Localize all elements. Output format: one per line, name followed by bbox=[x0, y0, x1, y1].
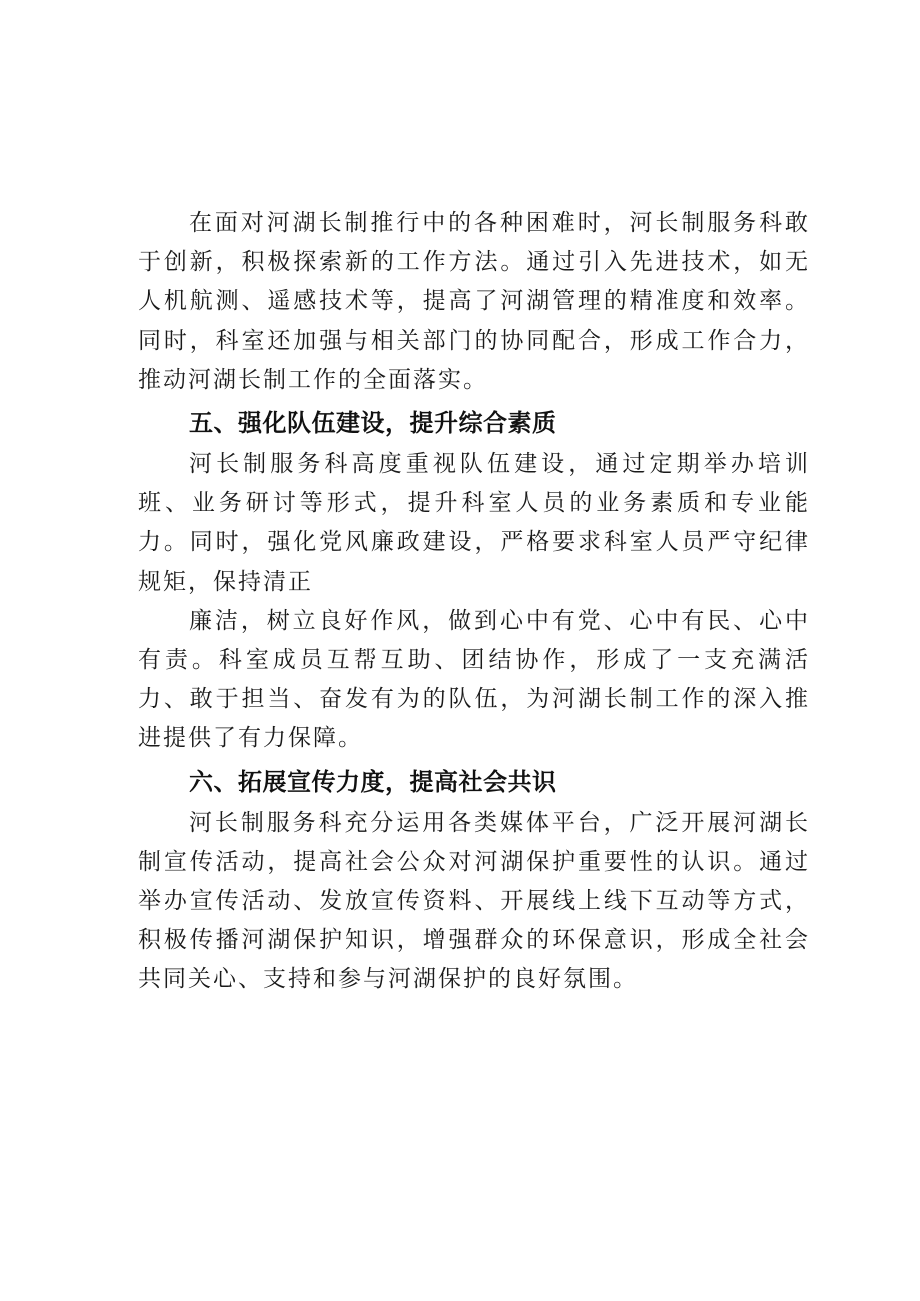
section-heading-team-building: 五、强化队伍建设，提升综合素质 bbox=[189, 409, 557, 438]
paragraph-integrity: 廉洁，树立良好作风，做到心中有党、心中有民、心中有责。科室成员互帮互助、团结协作，形成了一支充满活力、敢于担当、奋发有为的队伍，为河湖长制工作的深入推进提供了有力保障。 bbox=[138, 607, 810, 752]
paragraph-innovation: 在面对河湖长制推行中的各种困难时，河长制服务科敢于创新，积极探索新的工作方法。通过引入先进技术，如无人机航测、遥感技术等，提高了河湖管理的精准度和效率。同时，科室还加强与相关部门的协同配合，形成工作合力，推动河湖长制工作的全面落实。 bbox=[138, 210, 810, 393]
paragraph-team-building: 河长制服务科高度重视队伍建设，通过定期举办培训班、业务研讨等形式，提升科室人员的业务素质和专业能力。同时，强化党风廉政建设，严格要求科室人员严守纪律规矩，保持清正 bbox=[138, 451, 810, 595]
paragraph-publicity: 河长制服务科充分运用各类媒体平台，广泛开展河湖长制宣传活动，提高社会公众对河湖保护重要性的认识。通过举办宣传活动、发放宣传资料、开展线上线下互动等方式，积极传播河湖保护知识，增强群众的环保意识，形成全社会共同关心、支持和参与河湖保护的良好氛围。 bbox=[138, 809, 810, 993]
section-heading-publicity: 六、拓展宣传力度，提高社会共识 bbox=[189, 767, 557, 796]
document-body bbox=[138, 204, 810, 1000]
